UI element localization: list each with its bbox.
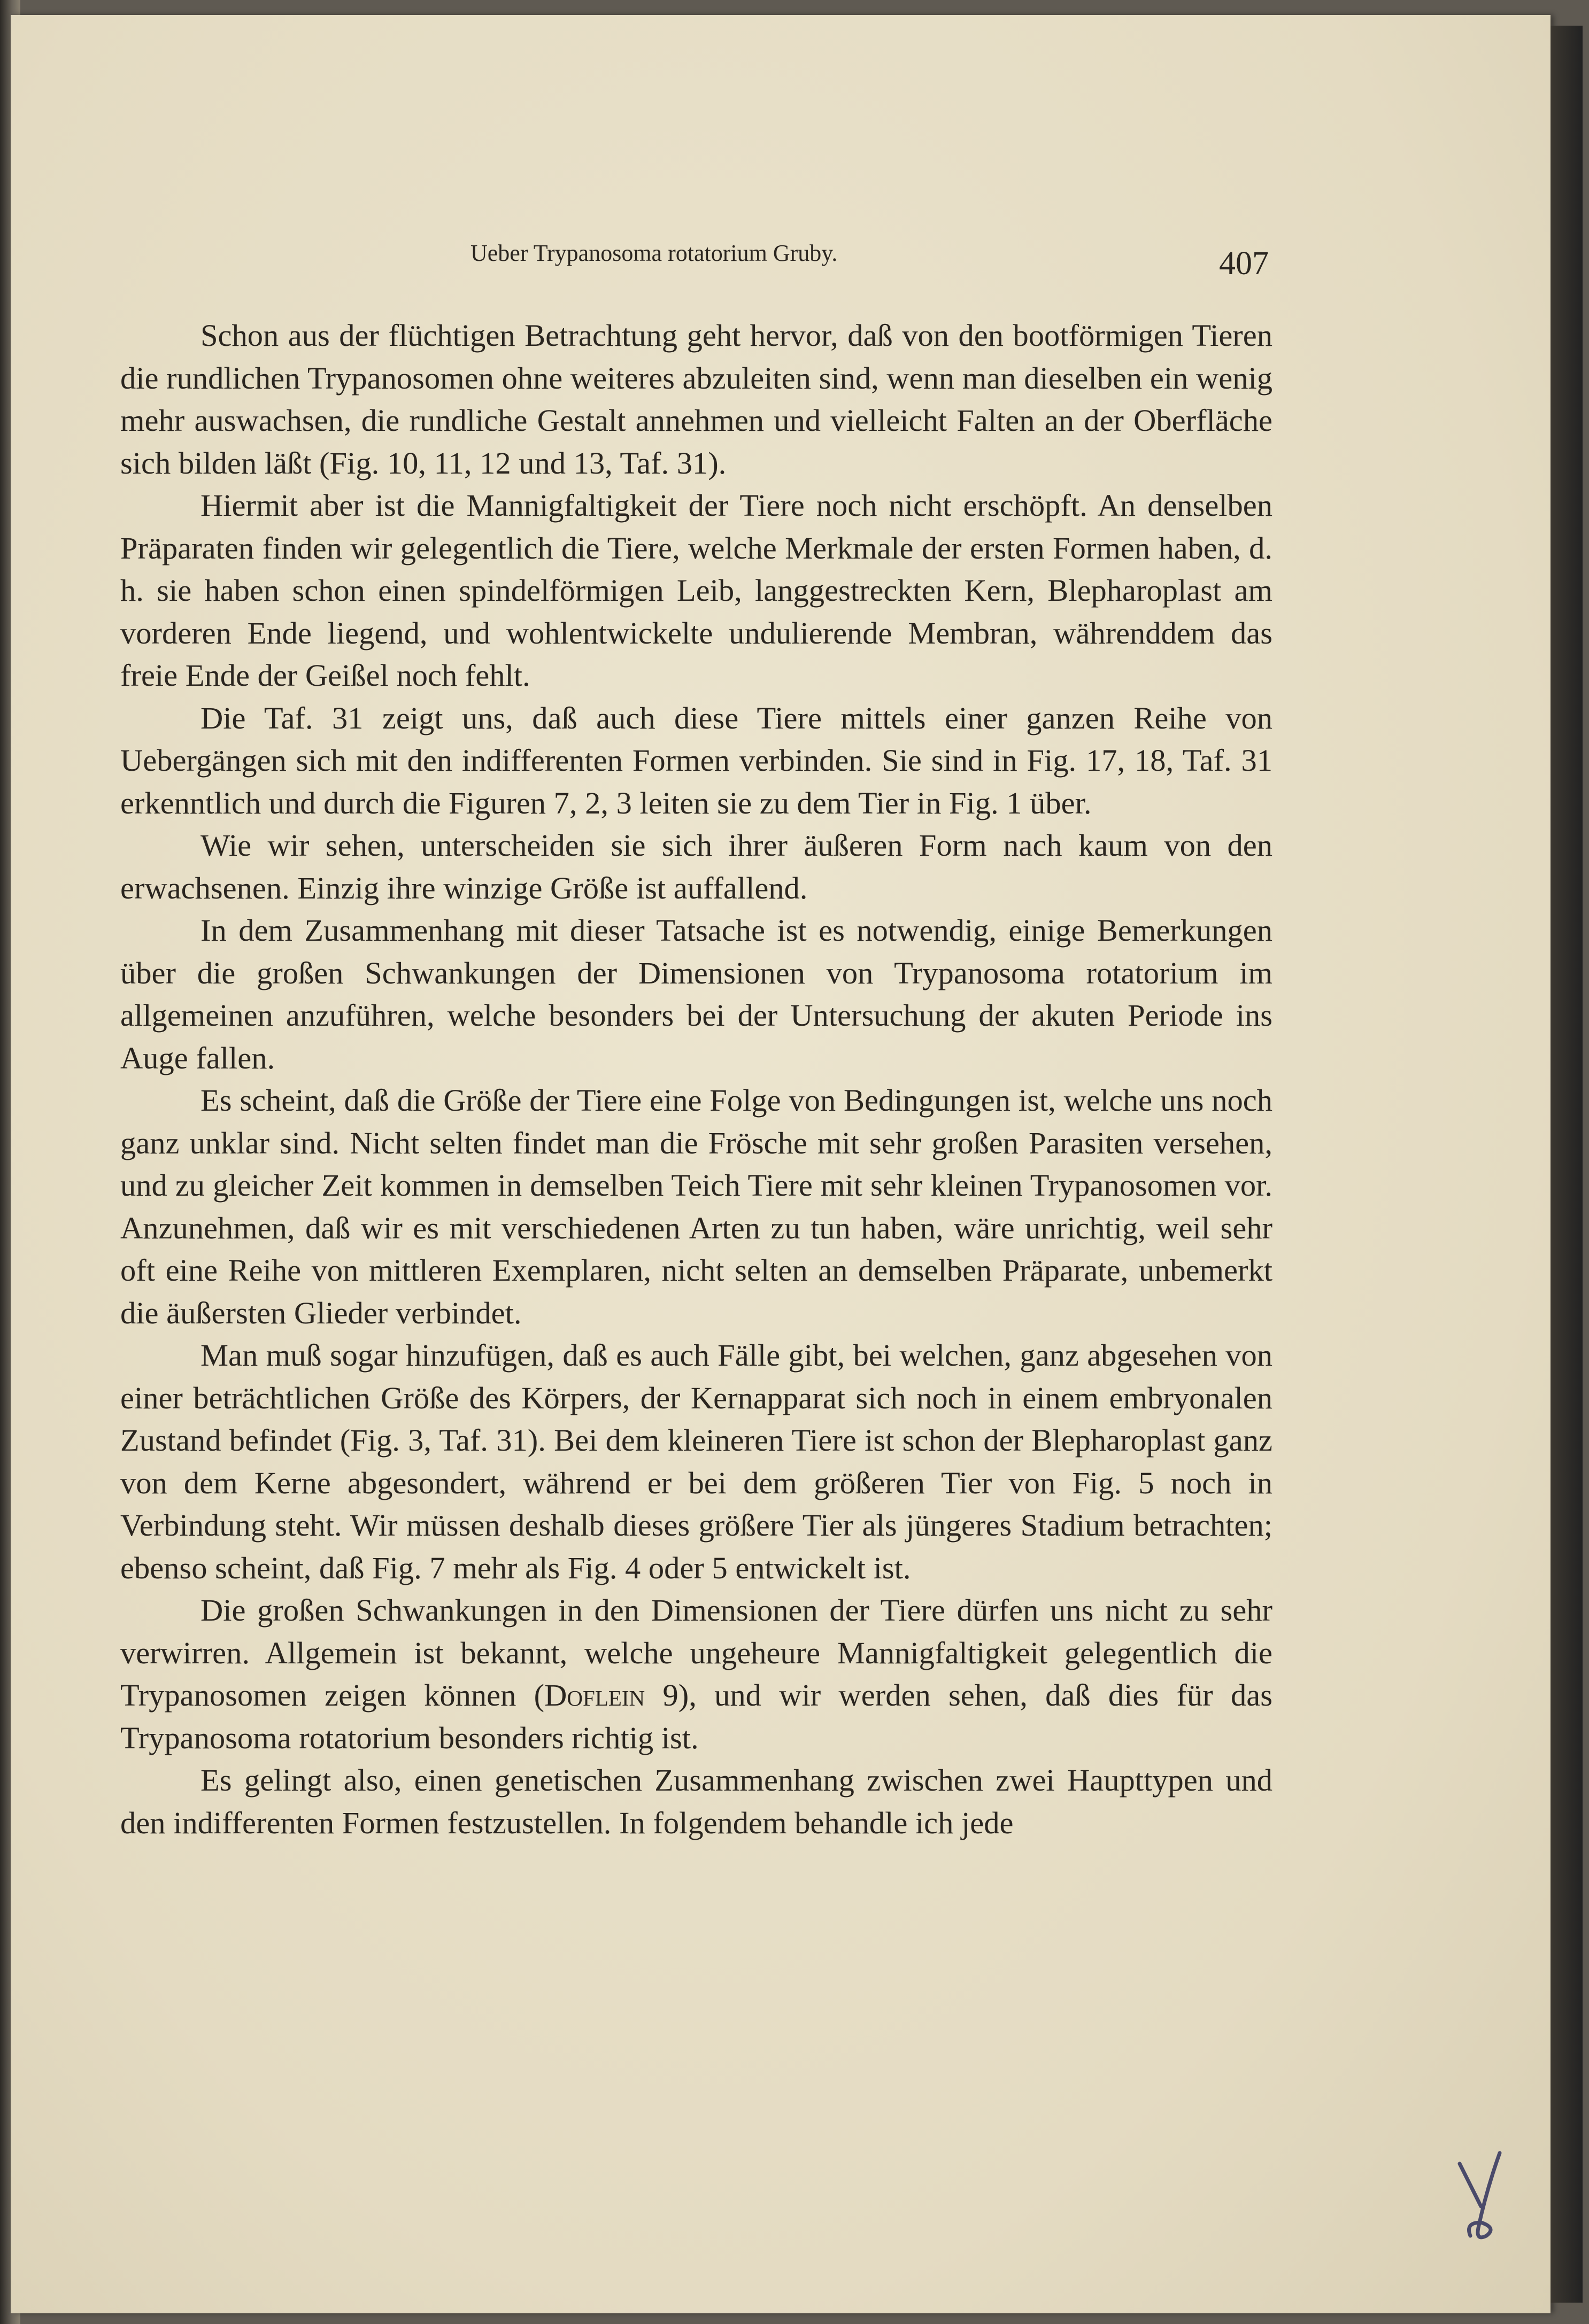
paragraph-8-text-b: 9), und wir werden sehen, daß dies für das Trypanosoma rotatorium besonders richtig ist. (120, 1678, 1272, 1755)
paragraph-9: Es gelingt also, einen genetischen Zusammenhang zwischen zwei Haupttypen und den indifferenten Formen festzustellen. In folgendem behandle ich jede (120, 1763, 1272, 1840)
paragraph-5: In dem Zusammenhang mit dieser Tatsache ist es notwendig, einige Bemerkungen über die großen Schwankungen der Dimensionen von Trypanosoma rotatorium im allgemeinen anzuführen, welche besonders bei der Untersuchung der akuten Periode ins Auge fallen. (120, 913, 1272, 1075)
paragraph-8-text-a: Die großen Schwankungen in den Dimensionen der Tiere dürfen uns nicht zu sehr verwirren. Allgemein ist bekannt, welche ungeheure Mannigfaltigkeit gelegentlich die Trypanosomen zeigen können ( (120, 1593, 1272, 1713)
paragraph-4: Wie wir sehen, unterscheiden sie sich ihrer äußeren Form nach kaum von den erwachsenen. Einzig ihre winzige Größe ist auffallend. (120, 828, 1272, 905)
paragraph-3: Die Taf. 31 zeigt uns, daß auch diese Tiere mittels einer ganzen Reihe von Uebergängen sich mit den indifferenten Formen verbinden. Sie sind in Fig. 17, 18, Taf. 31 erkenntlich und durch die Figuren 7, 2, 3 leiten sie zu dem Tier in Fig. 1 über. (120, 700, 1272, 820)
page-edge (1551, 26, 1583, 2303)
running-title: Ueber Trypanosoma rotatorium Gruby. (470, 240, 838, 266)
author-name: Doflein (544, 1678, 645, 1713)
paragraph-8 (120, 1589, 1272, 1759)
body-text (120, 314, 1272, 1844)
page-number: 407 (1219, 245, 1269, 282)
paragraph-7: Man muß sogar hinzufügen, daß es auch Fälle gibt, bei welchen, ganz abgesehen von einer beträchtlichen Größe des Körpers, der Kernapparat sich noch in einem embryonalen Zustand befindet (Fig. 3, Taf. 31). Bei dem kleineren Tiere ist schon der Blepharoplast ganz von dem Kerne abgesondert, während er bei dem größeren Tier von Fig. 5 noch in Verbindung steht. Wir müssen deshalb dieses größere Tier als jüngeres Stadium betrachten; ebenso scheint, daß Fig. 7 mehr als Fig. 4 oder 5 entwickelt ist. (120, 1338, 1272, 1585)
handwritten-mark-icon (1449, 2142, 1513, 2249)
paragraph-1: Schon aus der flüchtigen Betrachtung geht hervor, daß von den bootförmigen Tieren die rundlichen Trypanosomen ohne weiteres abzuleiten sind, wenn man dieselben ein wenig mehr auswachsen, die rundliche Gestalt annehmen und vielleicht Falten an der Oberfläche sich bilden läßt (Fig. 10, 11, 12 und 13, Taf. 31). (120, 318, 1272, 481)
paragraph-6: Es scheint, daß die Größe der Tiere eine Folge von Bedingungen ist, welche uns noch ganz unklar sind. Nicht selten findet man die Frösche mit sehr großen Parasiten versehen, und zu gleicher Zeit kommen in demselben Teich Tiere mit sehr kleinen Trypanosomen vor. Anzunehmen, daß wir es mit verschiedenen Arten zu tun haben, wäre unrichtig, weil sehr oft eine Reihe von mittleren Exemplaren, nicht selten an demselben Präparate, unbemerkt die äußersten Glieder verbindet. (120, 1083, 1272, 1330)
book-page (11, 15, 1551, 2313)
paragraph-2: Hiermit aber ist die Mannigfaltigkeit der Tiere noch nicht erschöpft. An denselben Präparaten finden wir gelegentlich die Tiere, welche Merkmale der ersten Formen haben, d. h. sie haben schon einen spindelförmigen Leib, langgestreckten Kern, Blepharoplast am vorderen Ende liegend, und wohlentwickelte undulierende Membran, währenddem das freie Ende der Geißel noch fehlt. (120, 488, 1272, 693)
